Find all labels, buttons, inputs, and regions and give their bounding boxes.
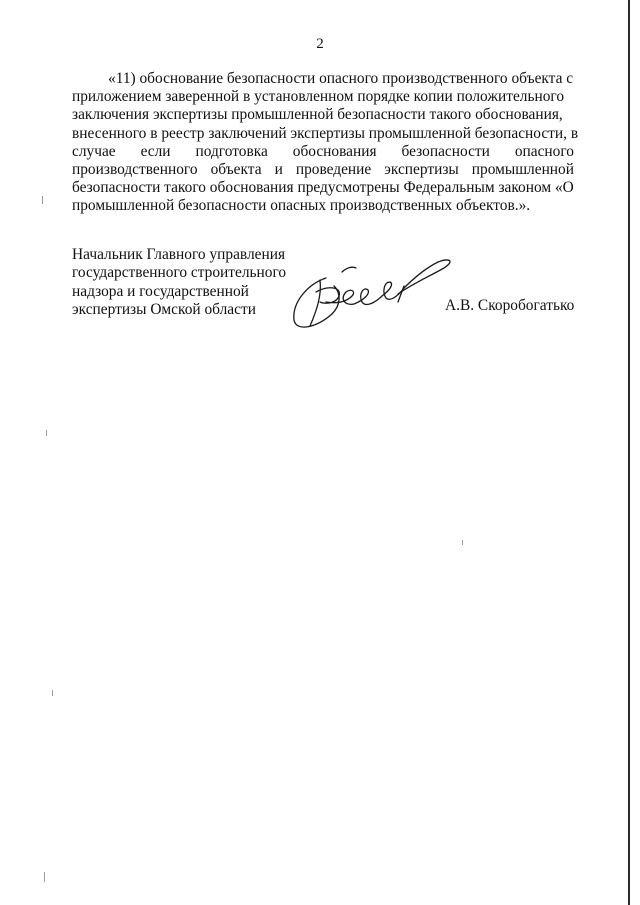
paragraph-word: обоснования	[292, 142, 377, 160]
document-paragraph	[72, 70, 579, 216]
signatory-title	[72, 246, 286, 320]
scan-artifact	[52, 690, 53, 696]
paragraph-word: экспертизы	[384, 161, 459, 179]
paragraph-line	[72, 161, 574, 179]
paragraph-line: приложением заверенной в установленном порядке копии положительного	[72, 88, 565, 106]
paragraph-line: безопасности такого обоснования предусмотрены Федеральным законом «О	[72, 179, 574, 197]
paragraph-line: заключения экспертизы промышленной безопасности такого обоснования,	[72, 106, 563, 124]
signatory-title-line: Начальник Главного управления	[72, 246, 286, 263]
page-edge-border	[628, 0, 630, 905]
signatory-title-line: экспертизы Омской области	[72, 301, 256, 319]
signatory-title-line: надзора и государственной	[72, 282, 249, 300]
handwritten-signature	[286, 250, 466, 340]
scan-artifact	[42, 196, 43, 204]
signatory-title-line: государственного строительного	[72, 264, 287, 282]
scan-artifact	[46, 430, 47, 436]
signatory-name: А.В. Скоробогатько	[445, 297, 575, 314]
paragraph-word: промышленной	[471, 161, 574, 179]
paragraph-word: опасного	[514, 142, 574, 160]
paragraph-line: промышленной безопасности опасных производственных объектов.».	[72, 197, 531, 215]
paragraph-word: проведение	[295, 161, 372, 179]
paragraph-word: подготовка	[195, 142, 268, 160]
paragraph-word: если	[140, 142, 171, 160]
paragraph-word: случае	[72, 142, 116, 160]
paragraph-word: безопасности	[401, 142, 490, 160]
paragraph-word: производственного	[72, 161, 198, 179]
scan-artifact	[462, 540, 463, 545]
page-number: 2	[316, 36, 324, 52]
scan-artifact	[44, 872, 45, 882]
paragraph-line: «11) обоснование безопасности опасного производственного объекта с	[108, 70, 574, 87]
paragraph-line	[72, 143, 574, 161]
paragraph-word: объекта	[210, 161, 262, 179]
paragraph-line: внесенного в реестр заключений экспертизы промышленной безопасности, в	[72, 124, 579, 142]
paragraph-word: и	[274, 161, 283, 179]
